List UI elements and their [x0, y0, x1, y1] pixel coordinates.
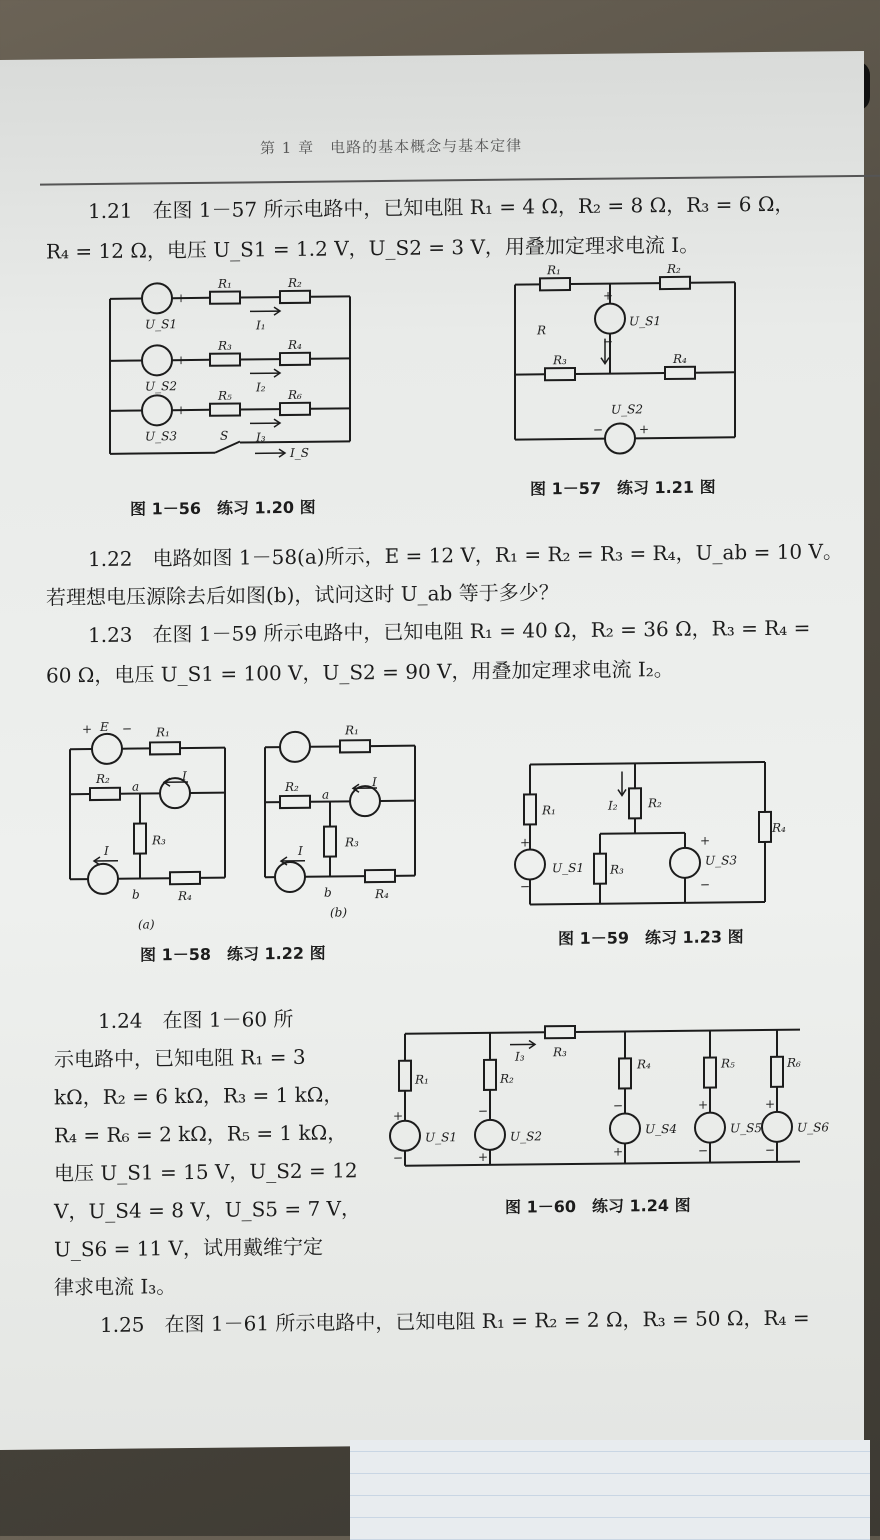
voltage-source-us2-icon	[605, 423, 635, 453]
svg-text:R₅: R₅	[720, 1056, 735, 1070]
svg-text:R₄: R₄	[636, 1057, 651, 1071]
label-i2: I₂	[255, 380, 266, 394]
label-r6: R₆	[287, 388, 302, 402]
svg-text:−: −	[613, 1098, 623, 1112]
svg-text:R₂: R₂	[666, 262, 681, 276]
problem-1-21-line1: 1.21 在图 1－57 所示电路中，已知电阻 R₁ = 4 Ω，R₂ = 8 Ω，R₃ = 6 Ω，	[88, 188, 794, 224]
problem-1-22-line1: 1.22 电路如图 1－58(a)所示，E = 12 V，R₁ = R₂ = R₃ = R₄，U_ab = 10 V。	[88, 535, 843, 572]
figure-1-60-circuit	[385, 1011, 825, 1176]
running-title: 第 1 章 电路的基本概念与基本定律	[260, 135, 522, 159]
problem-1-23-line1: 1.23 在图 1－59 所示电路中，已知电阻 R₁ = 40 Ω，R₂ = 36 Ω，R₃ = R₄ =	[88, 612, 810, 649]
svg-text:R₁: R₁	[546, 263, 561, 277]
resistor-r3	[210, 353, 240, 365]
svg-text:−: −	[520, 879, 530, 893]
problem-1-24-line8: 律求电流 I₃。	[54, 1270, 176, 1300]
svg-text:b: b	[324, 886, 332, 900]
voltage-source-us3-icon	[142, 395, 172, 425]
problem-1-24-line6: V，U_S4 = 8 V，U_S5 = 7 V，	[54, 1192, 361, 1224]
fig58a	[70, 733, 225, 895]
voltage-source-us2-icon	[142, 345, 172, 375]
svg-text:+: +	[765, 1097, 775, 1111]
svg-text:R₂: R₂	[95, 772, 110, 786]
svg-text:U_S2: U_S2	[611, 402, 643, 416]
svg-text:I₂: I₂	[607, 799, 618, 813]
svg-text:+: +	[176, 353, 186, 367]
voltage-source-us1-icon	[595, 303, 625, 333]
problem-1-24-line5: 电压 U_S1 = 15 V，U_S2 = 12	[54, 1154, 358, 1186]
svg-text:+: +	[613, 1144, 623, 1158]
svg-text:R₂: R₂	[499, 1072, 514, 1086]
label-is: I_S	[289, 446, 309, 460]
svg-text:+: +	[82, 722, 92, 736]
label-us2: U_S2	[145, 379, 177, 393]
svg-text:R₃: R₃	[344, 835, 359, 849]
svg-text:−: −	[603, 335, 613, 349]
fig58b	[265, 731, 415, 893]
label-r4: R₄	[287, 338, 302, 352]
svg-text:−: −	[128, 404, 138, 418]
svg-text:+: +	[639, 422, 649, 436]
svg-text:R₆: R₆	[786, 1056, 801, 1070]
svg-text:−: −	[765, 1143, 775, 1157]
svg-text:+: +	[603, 289, 613, 303]
label-i3: I₃	[255, 430, 266, 444]
svg-text:+: +	[700, 834, 710, 848]
svg-text:U_S1: U_S1	[629, 314, 661, 328]
label-r5: R₅	[217, 389, 232, 403]
svg-text:U_S2: U_S2	[510, 1129, 542, 1143]
svg-text:I₃: I₃	[514, 1050, 525, 1064]
svg-text:R₁: R₁	[155, 725, 170, 739]
svg-text:U_S1: U_S1	[552, 861, 584, 875]
figure-1-59-circuit	[510, 752, 780, 915]
svg-text:R₁: R₁	[541, 803, 556, 817]
svg-text:I: I	[181, 769, 187, 783]
svg-text:R₄: R₄	[177, 889, 192, 903]
problem-1-21-line2: R₄ = 12 Ω，电压 U_S1 = 1.2 V，U_S2 = 3 V，用叠加定理求电流 I。	[46, 229, 699, 265]
voltage-source-us1-icon	[142, 283, 172, 313]
resistor-r1	[210, 291, 240, 303]
svg-text:−: −	[593, 423, 603, 437]
resistor-r4	[280, 353, 310, 365]
problem-1-24-line2: 示电路中，已知电阻 R₁ = 3	[54, 1041, 306, 1073]
notebook-sheet	[350, 1440, 870, 1540]
figure-1-58-circuits	[60, 715, 440, 919]
svg-text:U_S5: U_S5	[730, 1121, 762, 1135]
resistor-r6	[280, 403, 310, 415]
label-r: R	[536, 323, 546, 337]
svg-text:R₂: R₂	[647, 796, 662, 810]
problem-1-23-line2: 60 Ω，电压 U_S1 = 100 V，U_S2 = 90 V，用叠加定理求电流 I₂。	[46, 653, 674, 689]
svg-text:b: b	[132, 888, 140, 902]
subfig-a-label: (a)	[138, 917, 155, 931]
svg-text:R₄: R₄	[374, 887, 389, 901]
caption-fig-1-60: 图 1－60 练习 1.24 图	[505, 1193, 691, 1218]
svg-text:−: −	[700, 878, 710, 892]
resistor-r2	[280, 291, 310, 303]
svg-text:−: −	[122, 722, 132, 736]
svg-text:+: +	[176, 403, 186, 417]
svg-text:R₁: R₁	[414, 1073, 429, 1087]
label-i1: I₁	[255, 318, 266, 332]
svg-text:R₄: R₄	[771, 821, 786, 835]
problem-1-24-line1: 1.24 在图 1－60 所	[98, 1003, 293, 1034]
resistor-r3	[545, 368, 575, 380]
svg-text:I: I	[103, 844, 109, 858]
svg-text:+: +	[176, 291, 186, 305]
header-rule	[40, 175, 880, 186]
textbook-page	[0, 51, 864, 1450]
figure-1-57-circuit	[505, 262, 750, 460]
resistor-r1	[540, 278, 570, 290]
svg-text:R₃: R₃	[552, 353, 567, 367]
svg-text:I: I	[371, 775, 377, 789]
svg-text:U_S1: U_S1	[425, 1130, 457, 1144]
caption-fig-1-58: 图 1－58 练习 1.22 图	[140, 941, 326, 966]
problem-1-24-line4: R₄ = R₆ = 2 kΩ，R₅ = 1 kΩ，	[54, 1116, 347, 1148]
svg-text:+: +	[393, 1109, 403, 1123]
label-switch: S	[220, 429, 228, 443]
svg-text:−: −	[393, 1151, 403, 1165]
label-us1: U_S1	[145, 317, 177, 331]
subfig-b-label: (b)	[330, 905, 347, 919]
svg-text:+: +	[698, 1098, 708, 1112]
svg-text:U_S4: U_S4	[645, 1122, 677, 1136]
svg-text:+: +	[478, 1150, 488, 1164]
problem-1-25-line1: 1.25 在图 1－61 所示电路中，已知电阻 R₁ = R₂ = 2 Ω，R₃ = 50 Ω，R₄ =	[100, 1302, 810, 1338]
svg-text:R₃: R₃	[151, 833, 166, 847]
problem-1-24-line7: U_S6 = 11 V，试用戴维宁定	[54, 1231, 323, 1263]
label-us3: U_S3	[145, 429, 177, 443]
svg-text:R₄: R₄	[672, 352, 687, 366]
svg-text:a: a	[322, 788, 329, 802]
svg-text:I: I	[297, 844, 303, 858]
label-r3: R₃	[217, 339, 232, 353]
resistor-r4	[665, 367, 695, 379]
svg-text:−: −	[128, 354, 138, 368]
svg-text:U_S6: U_S6	[797, 1120, 829, 1134]
resistor-r2	[660, 277, 690, 289]
label-r2: R₂	[287, 276, 302, 290]
figure-1-56-circuit	[100, 276, 370, 469]
caption-fig-1-59: 图 1－59 练习 1.23 图	[558, 924, 744, 949]
svg-text:E: E	[99, 720, 109, 734]
fig60-branches	[405, 1030, 777, 1166]
svg-text:R₁: R₁	[344, 723, 359, 737]
problem-1-22-line2: 若理想电压源除去后如图(b)，试问这时 U_ab 等于多少？	[46, 576, 559, 610]
svg-text:−: −	[698, 1144, 708, 1158]
caption-fig-1-57: 图 1－57 练习 1.21 图	[530, 475, 716, 500]
label-r1: R₁	[217, 277, 232, 291]
problem-1-24-line3: kΩ，R₂ = 6 kΩ，R₃ = 1 kΩ，	[54, 1078, 343, 1110]
svg-text:R₂: R₂	[284, 780, 299, 794]
svg-text:R₃: R₃	[552, 1045, 567, 1059]
resistor-r5	[210, 403, 240, 415]
svg-text:U_S3: U_S3	[705, 853, 737, 867]
svg-text:−: −	[478, 1104, 488, 1118]
svg-text:+: +	[520, 835, 530, 849]
caption-fig-1-56: 图 1－56 练习 1.20 图	[130, 495, 316, 520]
svg-text:a: a	[132, 780, 139, 794]
svg-text:R₃: R₃	[609, 862, 624, 876]
svg-text:−: −	[128, 292, 138, 306]
